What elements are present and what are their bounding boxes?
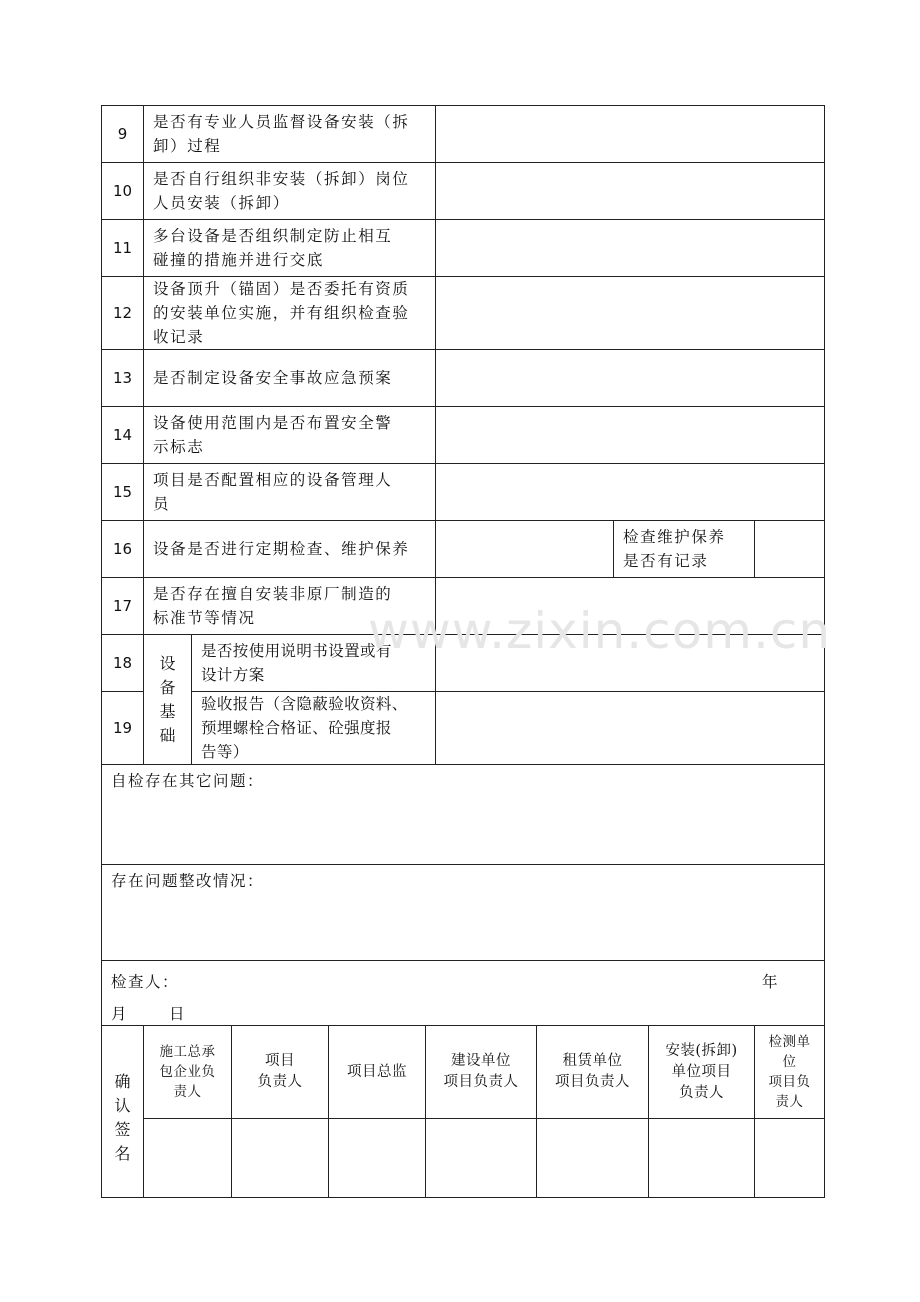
row-16-number: 16 [101,520,144,578]
sig-leasing-unit[interactable] [536,1118,649,1198]
row-11-result[interactable] [435,219,825,277]
row-17-item: 是否存在擅自安装非原厂制造的 标准节等情况 [143,577,436,635]
row-14-number: 14 [101,406,144,464]
row-13-item: 是否制定设备安全事故应急预案 [143,349,436,407]
row-17-result[interactable] [435,577,825,635]
sig-installation-unit[interactable] [648,1118,755,1198]
row-15-item: 项目是否配置相应的设备管理人 员 [143,463,436,521]
date-day: 日 [169,1005,185,1023]
row-15-result[interactable] [435,463,825,521]
row-14-item: 设备使用范围内是否布置安全警 示标志 [143,406,436,464]
confirm-char: 名 [114,1143,131,1163]
row-19-number: 19 [101,691,144,765]
row-13-result[interactable] [435,349,825,407]
confirm-char: 确 [114,1071,131,1091]
row-12-number: 12 [101,276,144,350]
row-18-number: 18 [101,634,144,692]
row-11-number: 11 [101,219,144,277]
row-9-item: 是否有专业人员监督设备安装（拆 卸）过程 [143,105,436,163]
row-9-number: 9 [101,105,144,163]
row-16-record-label: 检查维护保养 是否有记录 [613,520,755,578]
row-10-number: 10 [101,162,144,220]
row-19-item: 验收报告（含隐蔽验收资料、 预埋螺栓合格证、砼强度报 告等） [191,691,436,765]
sig-header-testing-unit: 检测单 位 项目负 责人 [754,1025,825,1119]
row-12-result[interactable] [435,276,825,350]
sig-project-manager[interactable] [231,1118,329,1198]
foundation-char: 设 [159,653,176,673]
watermark: www.zixin.com.cn [368,602,832,660]
sig-header-general-contractor: 施工总承 包企业负 责人 [143,1025,232,1119]
confirm-signature-group [101,1025,144,1198]
foundation-char: 础 [159,725,176,745]
row-10-result[interactable] [435,162,825,220]
sig-testing-unit[interactable] [754,1118,825,1198]
foundation-char: 备 [159,677,176,697]
inspector-label: 检查人： [111,973,180,991]
date-year: 年 [762,973,778,991]
row-13-number: 13 [101,349,144,407]
sig-header-leasing-unit: 租赁单位 项目负责人 [536,1025,649,1119]
row-14-result[interactable] [435,406,825,464]
sig-construction-unit[interactable] [425,1118,537,1198]
sig-general-contractor[interactable] [143,1118,232,1198]
rectification-label: 存在问题整改情况： [111,872,265,890]
equipment-foundation-group [143,634,192,765]
inspector-section[interactable] [101,960,825,1026]
row-18-result[interactable] [435,634,825,692]
row-18-item: 是否按使用说明书设置或有 设计方案 [191,634,436,692]
sig-header-installation-unit: 安装(拆卸) 单位项目 负责人 [648,1025,755,1119]
row-17-number: 17 [101,577,144,635]
foundation-char: 基 [159,701,176,721]
sig-header-chief-supervisor: 项目总监 [328,1025,426,1119]
row-12-item: 设备顶升（锚固）是否委托有资质 的安装单位实施，并有组织检查验 收记录 [143,276,436,350]
self-check-label: 自检存在其它问题： [111,772,265,790]
confirm-char: 签 [114,1119,131,1139]
sig-header-project-manager: 项目 负责人 [231,1025,329,1119]
row-16-result[interactable] [435,520,614,578]
row-9-result[interactable] [435,105,825,163]
row-15-number: 15 [101,463,144,521]
rectification-section[interactable] [101,864,825,961]
row-11-item: 多台设备是否组织制定防止相互 碰撞的措施并进行交底 [143,219,436,277]
date-month: 月 [111,1005,127,1023]
row-16-item: 设备是否进行定期检查、维护保养 [143,520,436,578]
sig-chief-supervisor[interactable] [328,1118,426,1198]
self-check-section[interactable] [101,764,825,865]
confirm-char: 认 [114,1095,131,1115]
sig-header-construction-unit: 建设单位 项目负责人 [425,1025,537,1119]
row-16-record-result[interactable] [754,520,825,578]
row-10-item: 是否自行组织非安装（拆卸）岗位 人员安装（拆卸） [143,162,436,220]
row-19-result[interactable] [435,691,825,765]
